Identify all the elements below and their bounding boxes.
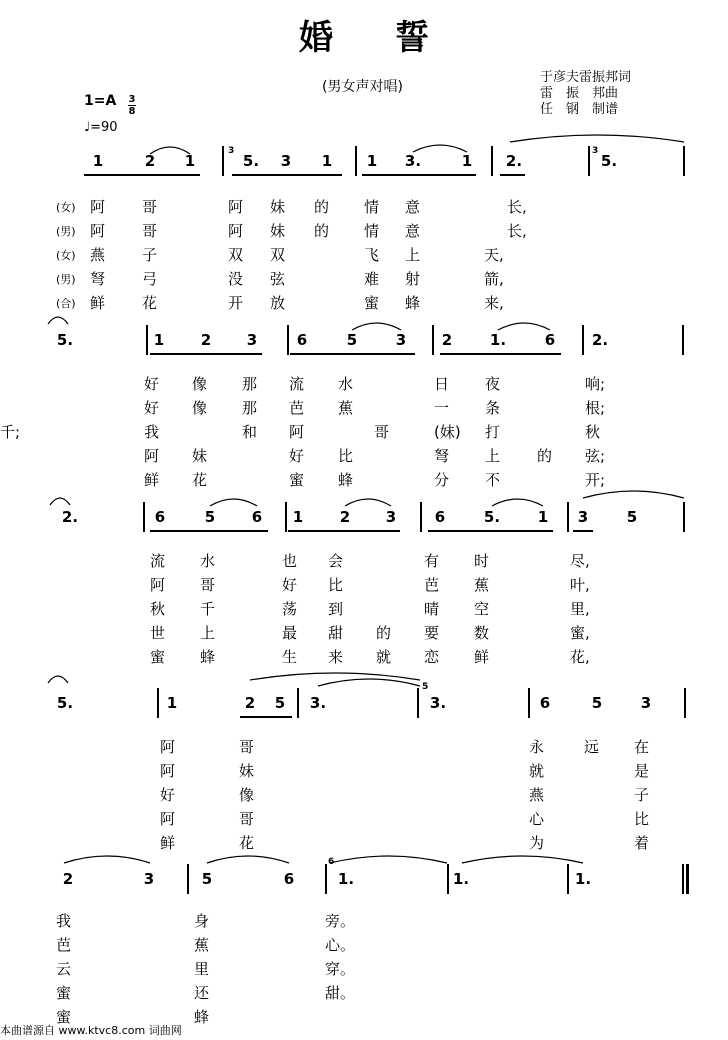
lyric-char: 时 [474,552,490,570]
lyric-char: 里 [194,960,210,978]
grace-note: 5 [422,682,429,692]
lyric-char: 上 [405,246,421,264]
lyric-char: 远 [584,738,600,756]
lyric-char: 上 [200,624,216,642]
lyric-char: 那 [242,399,258,417]
lyric-char: 鲜 [160,834,176,852]
lyric-char: 子 [634,786,650,804]
lyric-char: 像 [239,786,255,804]
lyric-char: 里, [570,600,590,618]
lyric-char: 好 [160,786,176,804]
lyric-char: 蜜 [289,471,305,489]
note: 3 [280,152,292,170]
note: 1 [461,152,473,170]
slur [462,856,583,863]
lyric-char: 千; [0,423,21,441]
lyric-char: 鲜 [474,648,490,666]
lyric-char: 开; [585,471,606,489]
lyric-char: 我 [144,423,160,441]
voice-label: (女) [56,249,76,262]
key-signature: 1=A [84,93,117,109]
lyric-char: 阿 [289,423,305,441]
slur [510,135,684,142]
lyric-char: 花, [570,648,590,666]
lyric-char: 最 [282,624,298,642]
voice-label: (合) [56,297,76,310]
lyric-char: 哥 [239,738,255,756]
note: 1 [321,152,333,170]
note: 2 [441,331,453,349]
lyric-char: 生 [282,648,298,666]
lyric-char: 阿 [160,762,176,780]
lyric-char: 尽, [570,552,590,570]
note: 5 [201,870,213,888]
lyric-char: 云 [56,960,72,978]
lyric-char: 是 [634,762,650,780]
lyric-char: 哥 [142,198,158,216]
lyric-char: 千 [200,600,216,618]
slur [250,673,420,680]
note: 1 [292,508,304,526]
lyric-char: 流 [150,552,166,570]
lyric-char: 秋 [150,600,166,618]
lyric-char: 阿 [144,447,160,465]
lyric-char: 流 [289,375,305,393]
note: 2. [591,331,609,349]
voice-label: (女) [56,201,76,214]
slur [330,856,447,863]
subtitle: (男女声对唱) [322,79,403,95]
lyric-char: 蜂 [194,1008,210,1026]
lyric-char: 情 [364,222,380,240]
lyric-char: 在 [634,738,650,756]
lyric-char: 来, [484,294,504,312]
lyric-char: 弓 [142,270,158,288]
lyric-char: 哥 [200,576,216,594]
slur [64,856,150,863]
note: 1 [166,694,178,712]
lyric-char: 弩 [434,447,450,465]
lyric-char: 阿 [150,576,166,594]
note: 3. [429,694,447,712]
slur [48,317,68,324]
slur [48,676,68,683]
page-title: 婚誓 [299,18,491,58]
lyric-char: 子 [142,246,158,264]
lyric-char: 意 [405,198,421,216]
lyric-char: 没 [228,270,244,288]
lyric-char: 夜 [485,375,501,393]
lyric-char: 妹 [192,447,208,465]
lyric-char: 蜜 [56,984,72,1002]
footer-source: 本曲谱源自 www.ktvc8.com 词曲网 [0,1024,182,1037]
lyric-char: 好 [289,447,305,465]
lyric-char: 身 [194,912,210,930]
note: 5 [591,694,603,712]
lyric-char: 弩 [90,270,106,288]
note: 3 [640,694,652,712]
lyric-char: 为 [529,834,545,852]
lyric-char: 打 [485,423,501,441]
lyric-char: 永 [529,738,545,756]
lyric-char: 蕉 [474,576,490,594]
slur [210,499,257,506]
lyric-char: 就 [529,762,545,780]
lyric-char: 一 [434,399,450,417]
lyric-char: 蜂 [338,471,354,489]
note: 3. [309,694,327,712]
note: 2 [200,331,212,349]
lyric-char: 秋 [585,423,601,441]
grace-note: 3 [592,146,599,156]
lyric-char: 数 [474,624,490,642]
lyric-char: 妹 [239,762,255,780]
lyric-char: 好 [144,375,160,393]
lyric-char: 蕉 [338,399,354,417]
lyric-char: 蜜 [56,1008,72,1026]
slur [150,147,190,154]
lyric-char: 叶, [570,576,590,594]
note: 1 [153,331,165,349]
note: 2 [339,508,351,526]
lyric-char: 芭 [56,936,72,954]
lyric-char: 弦 [270,270,286,288]
lyric-char: 妹 [270,222,286,240]
note: 5. [600,152,618,170]
lyric-char: 根; [585,399,606,417]
note: 3 [577,508,589,526]
grace-note: 3 [228,146,235,156]
note: 2 [244,694,256,712]
lyric-char: 哥 [239,810,255,828]
lyric-char: 也 [282,552,298,570]
slur [492,499,543,506]
slur [345,499,391,506]
lyric-char: 花 [239,834,255,852]
slur [207,856,289,863]
note: 2. [61,508,79,526]
lyric-char: 花 [142,294,158,312]
lyric-char: 恋 [424,648,440,666]
note: 2. [505,152,523,170]
lyric-char: 哥 [142,222,158,240]
lyric-char: 双 [228,246,244,264]
lyric-char: 分 [434,471,450,489]
voice-label: (男) [56,225,76,238]
note: 2 [62,870,74,888]
lyric-char: 我 [56,912,72,930]
lyric-char: 芭 [289,399,305,417]
lyric-char: 比 [328,576,344,594]
lyric-char: 燕 [90,246,106,264]
note: 3 [246,331,258,349]
note: 6 [434,508,446,526]
lyric-char: 妹 [270,198,286,216]
lyric-char: 心 [529,810,545,828]
lyric-char: 阿 [160,810,176,828]
lyric-char: 日 [434,375,450,393]
note: 1. [574,870,592,888]
lyric-char: 弦; [585,447,606,465]
lyric-char: 蜜 [150,648,166,666]
note: 1 [184,152,196,170]
note: 3 [143,870,155,888]
lyric-char: 和 [242,423,258,441]
tempo-mark: ♩=90 [84,120,118,135]
lyric-char: 比 [338,447,354,465]
lyric-char: 甜 [328,624,344,642]
lyric-char: (妹) [434,423,461,441]
lyric-char: 水 [200,552,216,570]
voice-label: (男) [56,273,76,286]
lyric-char: 就 [376,648,392,666]
note: 5. [483,508,501,526]
lyric-char: 开 [228,294,244,312]
note: 5. [56,331,74,349]
credit-composer: 雷 振 邦曲 [540,86,619,101]
note: 1 [537,508,549,526]
note: 6 [154,508,166,526]
time-numerator: 3 [128,94,136,105]
note: 5. [56,694,74,712]
lyric-char: 旁。 [325,912,356,930]
lyric-char: 蜜 [364,294,380,312]
lyric-char: 心。 [325,936,356,954]
lyric-char: 天, [484,246,504,264]
lyric-char: 到 [328,600,344,618]
lyric-char: 花 [192,471,208,489]
lyric-char: 蕉 [194,936,210,954]
lyric-char: 上 [485,447,501,465]
lyric-char: 的 [314,222,330,240]
lyric-char: 双 [270,246,286,264]
note: 1. [489,331,507,349]
lyric-char: 像 [192,399,208,417]
lyric-char: 穿。 [325,960,356,978]
lyric-char: 来 [328,648,344,666]
lyric-char: 条 [485,399,501,417]
lyric-char: 射 [405,270,421,288]
note: 5. [242,152,260,170]
lyric-char: 飞 [364,246,380,264]
lyric-char: 空 [474,600,490,618]
note: 5 [346,331,358,349]
lyric-char: 甜。 [325,984,356,1002]
lyric-char: 好 [282,576,298,594]
lyric-char: 阿 [160,738,176,756]
lyric-char: 会 [328,552,344,570]
slur [50,498,70,505]
note: 6 [251,508,263,526]
note: 1 [366,152,378,170]
lyric-char: 晴 [424,600,440,618]
note: 3 [395,331,407,349]
lyric-char: 鲜 [144,471,160,489]
lyric-char: 芭 [424,576,440,594]
note: 6 [539,694,551,712]
note: 1 [92,152,104,170]
lyric-char: 那 [242,375,258,393]
lyric-char: 蜂 [405,294,421,312]
lyric-char: 还 [194,984,210,1002]
lyric-char: 的 [376,624,392,642]
lyric-char: 着 [634,834,650,852]
slur [583,491,684,498]
lyric-char: 响; [585,375,606,393]
credit-lyricist: 于彦夫雷振邦词 [540,70,632,85]
lyric-char: 长, [507,198,527,216]
lyric-char: 水 [338,375,354,393]
note: 5 [274,694,286,712]
lyric-char: 世 [150,624,166,642]
lyric-char: 难 [364,270,380,288]
lyric-char: 比 [634,810,650,828]
note: 6 [296,331,308,349]
lyric-char: 荡 [282,600,298,618]
lyric-char: 蜂 [200,648,216,666]
lyric-char: 长, [507,222,527,240]
note: 1. [452,870,470,888]
lyric-char: 好 [144,399,160,417]
lyric-char: 鲜 [90,294,106,312]
lyric-char: 哥 [374,423,390,441]
note: 5 [626,508,638,526]
lyric-char: 情 [364,198,380,216]
note: 1. [337,870,355,888]
lyric-char: 燕 [529,786,545,804]
lyric-char: 阿 [90,198,106,216]
lyric-char: 阿 [228,198,244,216]
note: 3. [404,152,422,170]
time-denominator: 8 [128,106,136,117]
lyric-char: 像 [192,375,208,393]
lyric-char: 蜜, [570,624,590,642]
lyric-char: 阿 [90,222,106,240]
slur [318,679,420,686]
lyric-char: 意 [405,222,421,240]
grace-note: 6 [328,857,335,867]
lyric-char: 箭, [484,270,504,288]
note: 6 [544,331,556,349]
credit-transcriber: 任 钢 制谱 [540,102,619,117]
slur [413,145,467,152]
note: 6 [283,870,295,888]
lyric-char: 不 [485,471,501,489]
slur [352,323,401,330]
lyric-char: 有 [424,552,440,570]
lyric-char: 阿 [228,222,244,240]
note: 2 [144,152,156,170]
note: 5 [204,508,216,526]
lyric-char: 要 [424,624,440,642]
lyric-char: 放 [270,294,286,312]
lyric-char: 的 [314,198,330,216]
note: 3 [385,508,397,526]
lyric-char: 的 [537,447,553,465]
slur [498,323,550,330]
